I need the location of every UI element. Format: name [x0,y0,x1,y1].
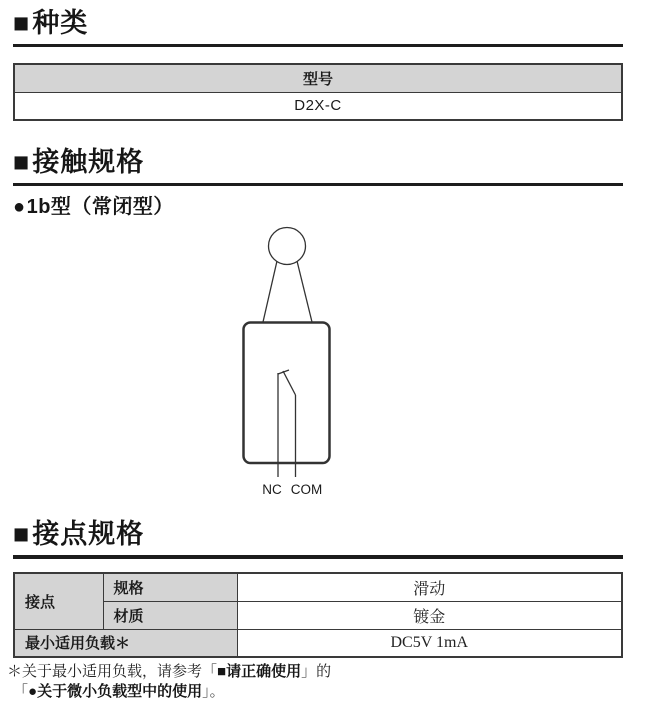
model-table [13,63,623,121]
footnote-ref-bold: ●关于微小负载型中的使用 [28,683,203,700]
section-square-icon: ■ [13,147,31,177]
row-value: 滑动 [237,573,622,601]
nc-label: NC [262,482,282,497]
model-table-value: D2X-C [14,92,622,120]
section-title-types [13,8,623,47]
row-value: 镀金 [237,601,622,629]
section-square-icon: ■ [13,519,31,549]
bullet-circle-icon: ● [13,196,26,218]
section-title-text: 种类 [32,8,89,38]
section-title-text: 接触规格 [32,147,145,177]
row-label: 材质 [103,601,237,629]
footnote-line-2 [7,682,623,702]
subheading-1b-type [13,195,623,220]
row-label: 规格 [103,573,237,601]
section-title-text: 接点规格 [32,519,145,549]
model-table-header: 型号 [14,64,622,92]
section-title-contact-form [13,147,623,186]
asterisk-marker: ＊ [7,664,23,680]
subheading-text: 1b型（常闭型） [26,196,174,218]
footnote-text: 」。 [202,684,225,700]
page-content [7,8,623,702]
footnote-ref-bold: ■请正确使用 [217,663,302,680]
footnote-text: 「 [13,684,29,700]
footnote [7,662,623,702]
contact-blade [283,371,296,395]
row-value: DC5V 1mA [237,629,622,657]
table-row [14,629,622,657]
plunger-left-leg [263,261,277,322]
plunger-circle [269,228,306,265]
switch-body [244,323,330,464]
contact-circuit-diagram [230,225,345,497]
footnote-line-1 [7,662,623,682]
table-row [14,573,622,601]
section-square-icon: ■ [13,8,31,38]
footnote-text: 关于最小适用负载，请参考「 [22,664,218,680]
table-row [14,92,622,120]
table-row [14,601,622,629]
contact-spec-table [13,572,623,658]
table-row [14,64,622,92]
section-title-contact-spec [13,519,623,559]
plunger-right-leg [297,261,312,322]
row-label: 最小适用负载＊ [14,629,237,657]
footnote-text: 」的 [301,664,332,680]
contact-group-label: 接点 [14,573,103,629]
com-label: COM [290,482,323,497]
